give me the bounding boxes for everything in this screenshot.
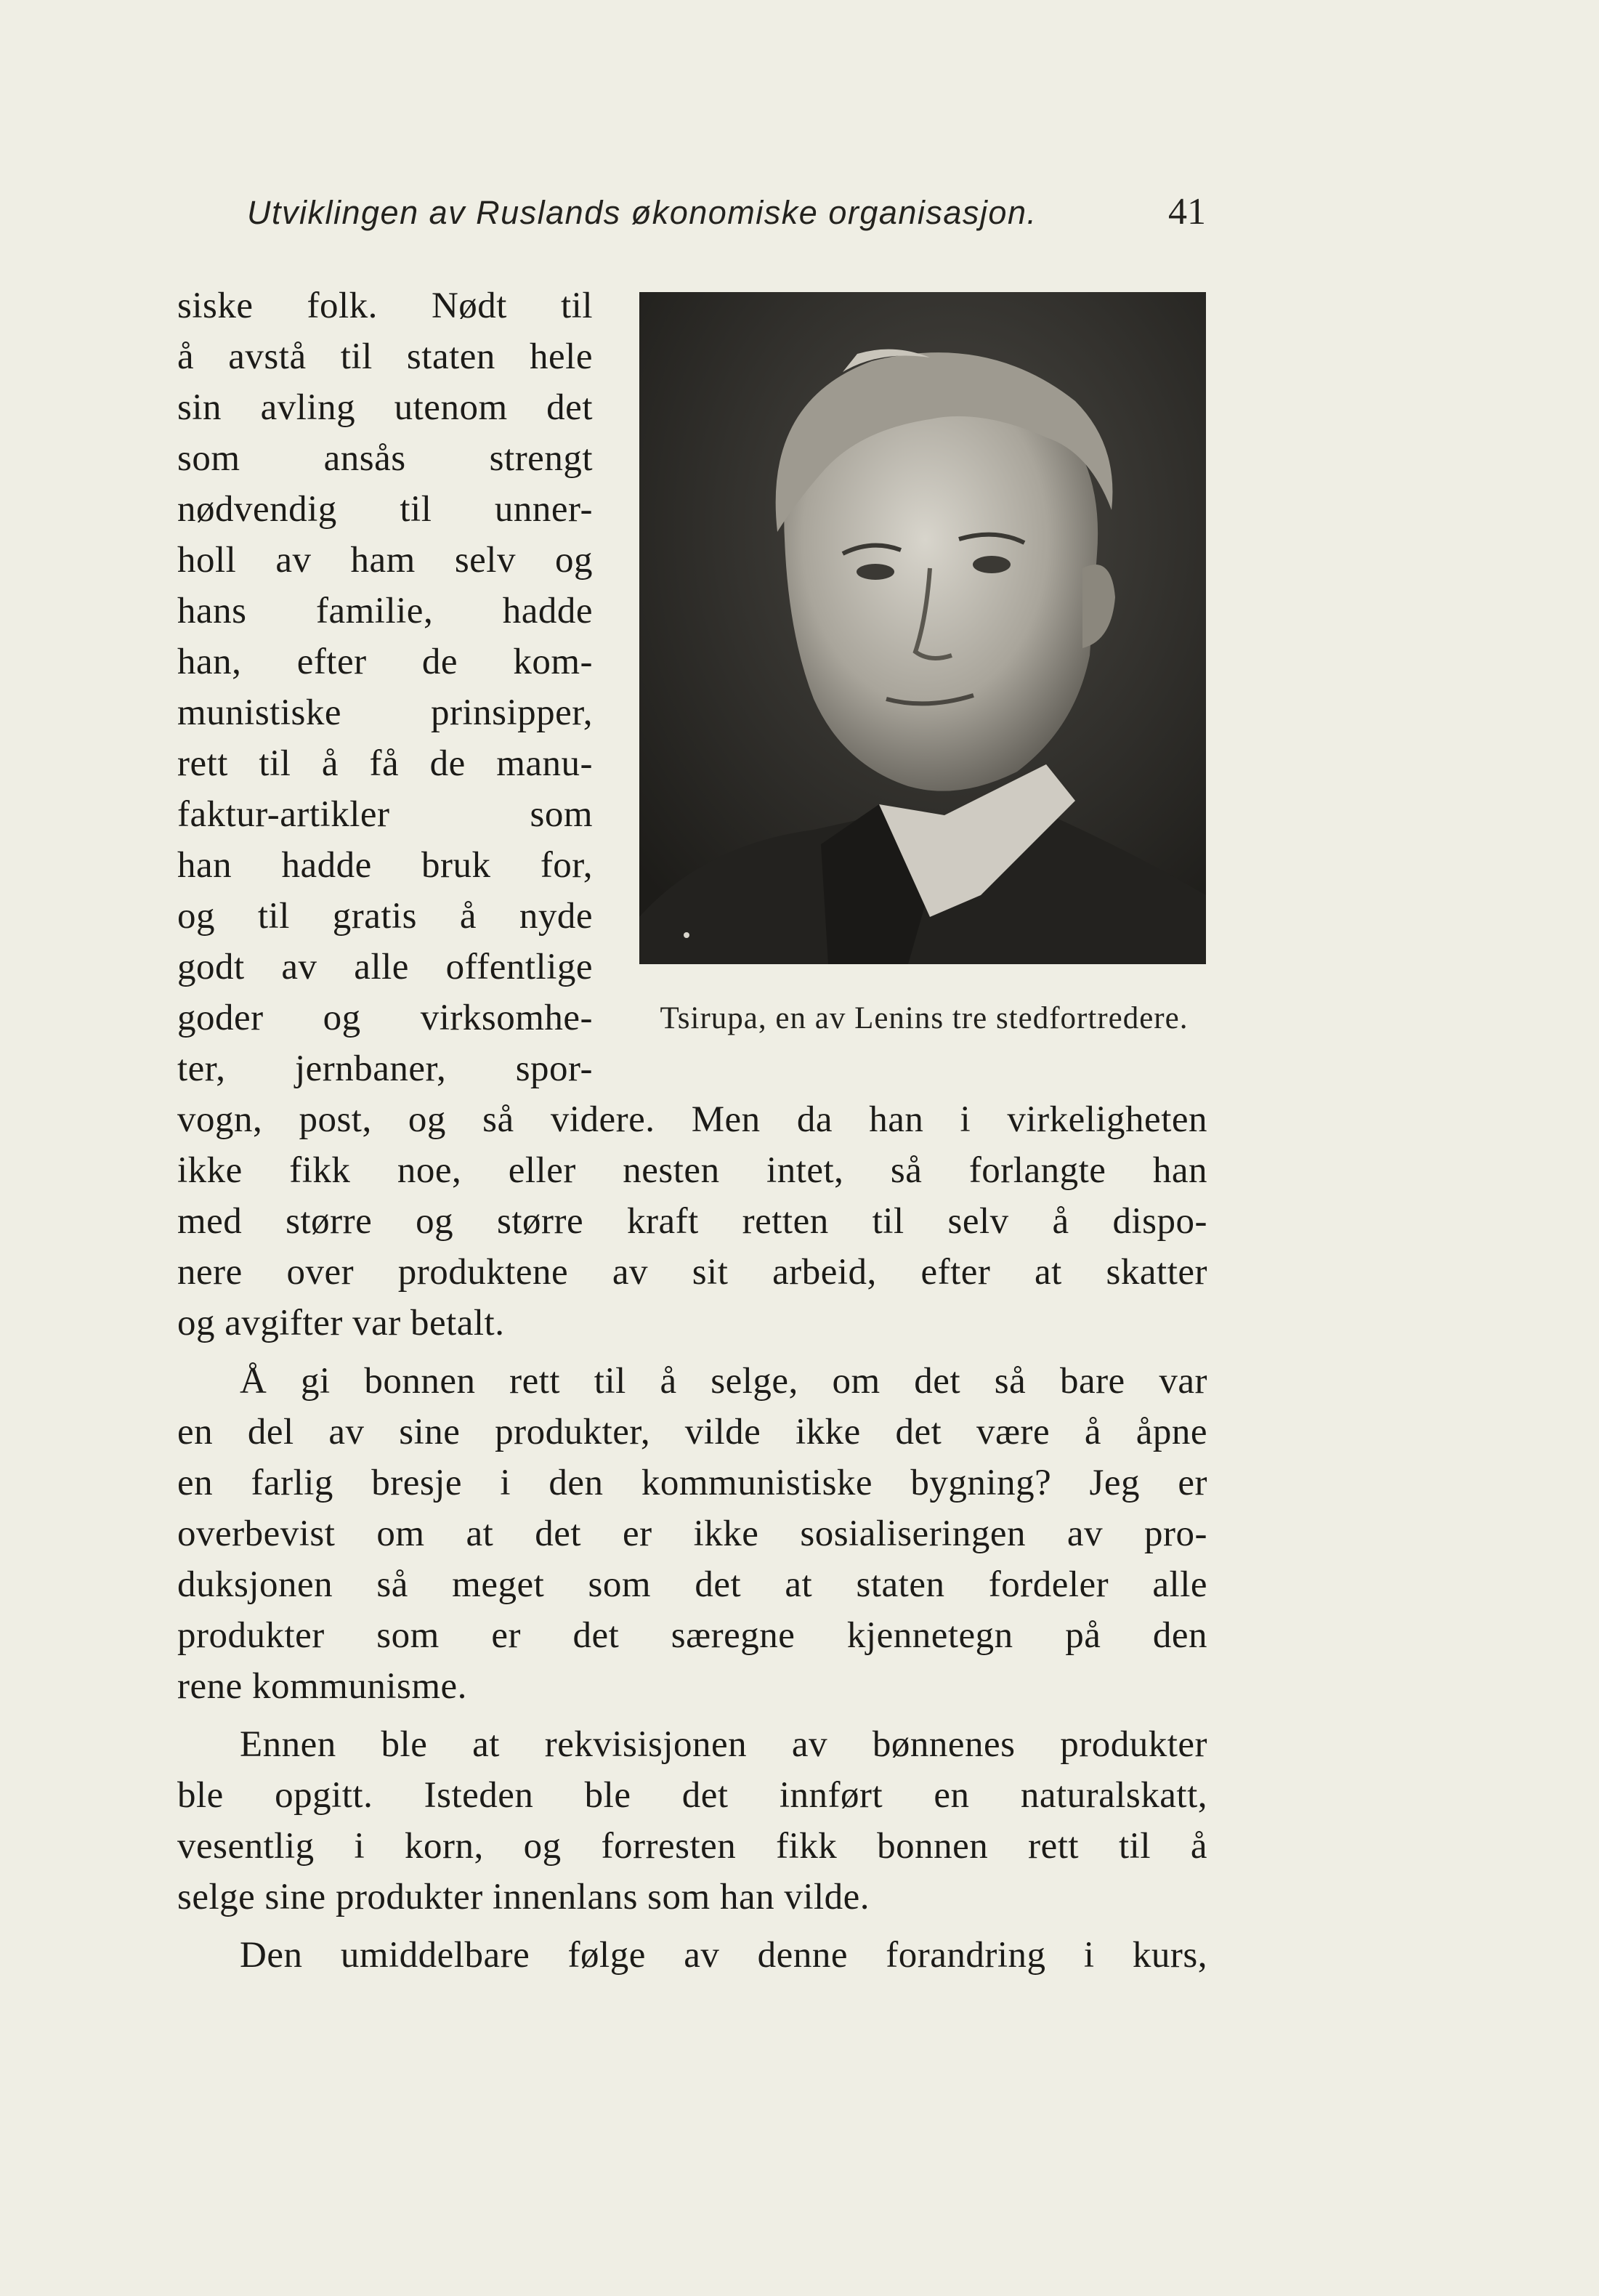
body-line: hans familie, hadde	[177, 591, 593, 631]
body-line: munistiske prinsipper,	[177, 692, 593, 733]
body-line: ikke fikk noe, eller nesten intet, så forlangte han	[177, 1150, 1207, 1191]
body-line: som ansås strengt	[177, 438, 593, 479]
body-line: Ennen ble at rekvisisjonen av bønnenes produkter	[240, 1724, 1207, 1765]
body-line: ter, jernbaner, spor-	[177, 1048, 593, 1089]
body-line: faktur-artikler som	[177, 794, 593, 835]
body-line: overbevist om at det er ikke sosialiseringen av pro-	[177, 1513, 1207, 1554]
body-line: rett til å få de manu-	[177, 743, 593, 784]
body-line: vogn, post, og så videre. Men da han i virkeligheten	[177, 1099, 1207, 1140]
body-line: holl av ham selv og	[177, 540, 593, 581]
body-line: nere over produktene av sit arbeid, efter at skatter	[177, 1252, 1207, 1293]
body-line: Den umiddelbare følge av denne forandring i kurs,	[240, 1935, 1207, 1976]
running-head	[247, 190, 1206, 241]
running-title: Utviklingen av Ruslands økonomiske organisasjon.	[247, 194, 1037, 231]
body-line: rene kommunisme.	[177, 1666, 467, 1707]
body-line: en farlig bresje i den kommunistiske bygning? Jeg er	[177, 1463, 1207, 1503]
body-line: selge sine produkter innenlans som han vilde.	[177, 1877, 870, 1917]
body-line: en del av sine produkter, vilde ikke det være å åpne	[177, 1412, 1207, 1452]
body-line: å avstå til staten hele	[177, 336, 593, 377]
body-line: nødvendig til unner-	[177, 489, 593, 530]
body-line: han, efter de kom-	[177, 642, 593, 682]
body-line: siske folk. Nødt til	[177, 286, 593, 326]
body-line: Å gi bonnen rett til å selge, om det så bare var	[240, 1361, 1207, 1402]
body-line: og avgifter var betalt.	[177, 1303, 505, 1343]
page-number: 41	[1168, 191, 1206, 233]
body-line: og til gratis å nyde	[177, 896, 593, 937]
figure-caption: Tsirupa, en av Lenins tre stedfortredere.	[660, 1001, 1189, 1035]
body-line: han hadde bruk for,	[177, 845, 593, 886]
body-line: med større og større kraft retten til selv å dispo-	[177, 1201, 1207, 1242]
body-line: vesentlig i korn, og forresten fikk bonnen rett til å	[177, 1826, 1207, 1867]
body-line: produkter som er det særegne kjennetegn på den	[177, 1615, 1207, 1656]
body-line: godt av alle offentlige	[177, 947, 593, 987]
body-line: ble opgitt. Isteden ble det innført en naturalskatt,	[177, 1775, 1207, 1816]
portrait-photo	[639, 292, 1206, 964]
body-line: goder og virksomhe-	[177, 998, 593, 1038]
body-line: sin avling utenom det	[177, 387, 593, 428]
body-line: duksjonen så meget som det at staten fordeler alle	[177, 1564, 1207, 1605]
